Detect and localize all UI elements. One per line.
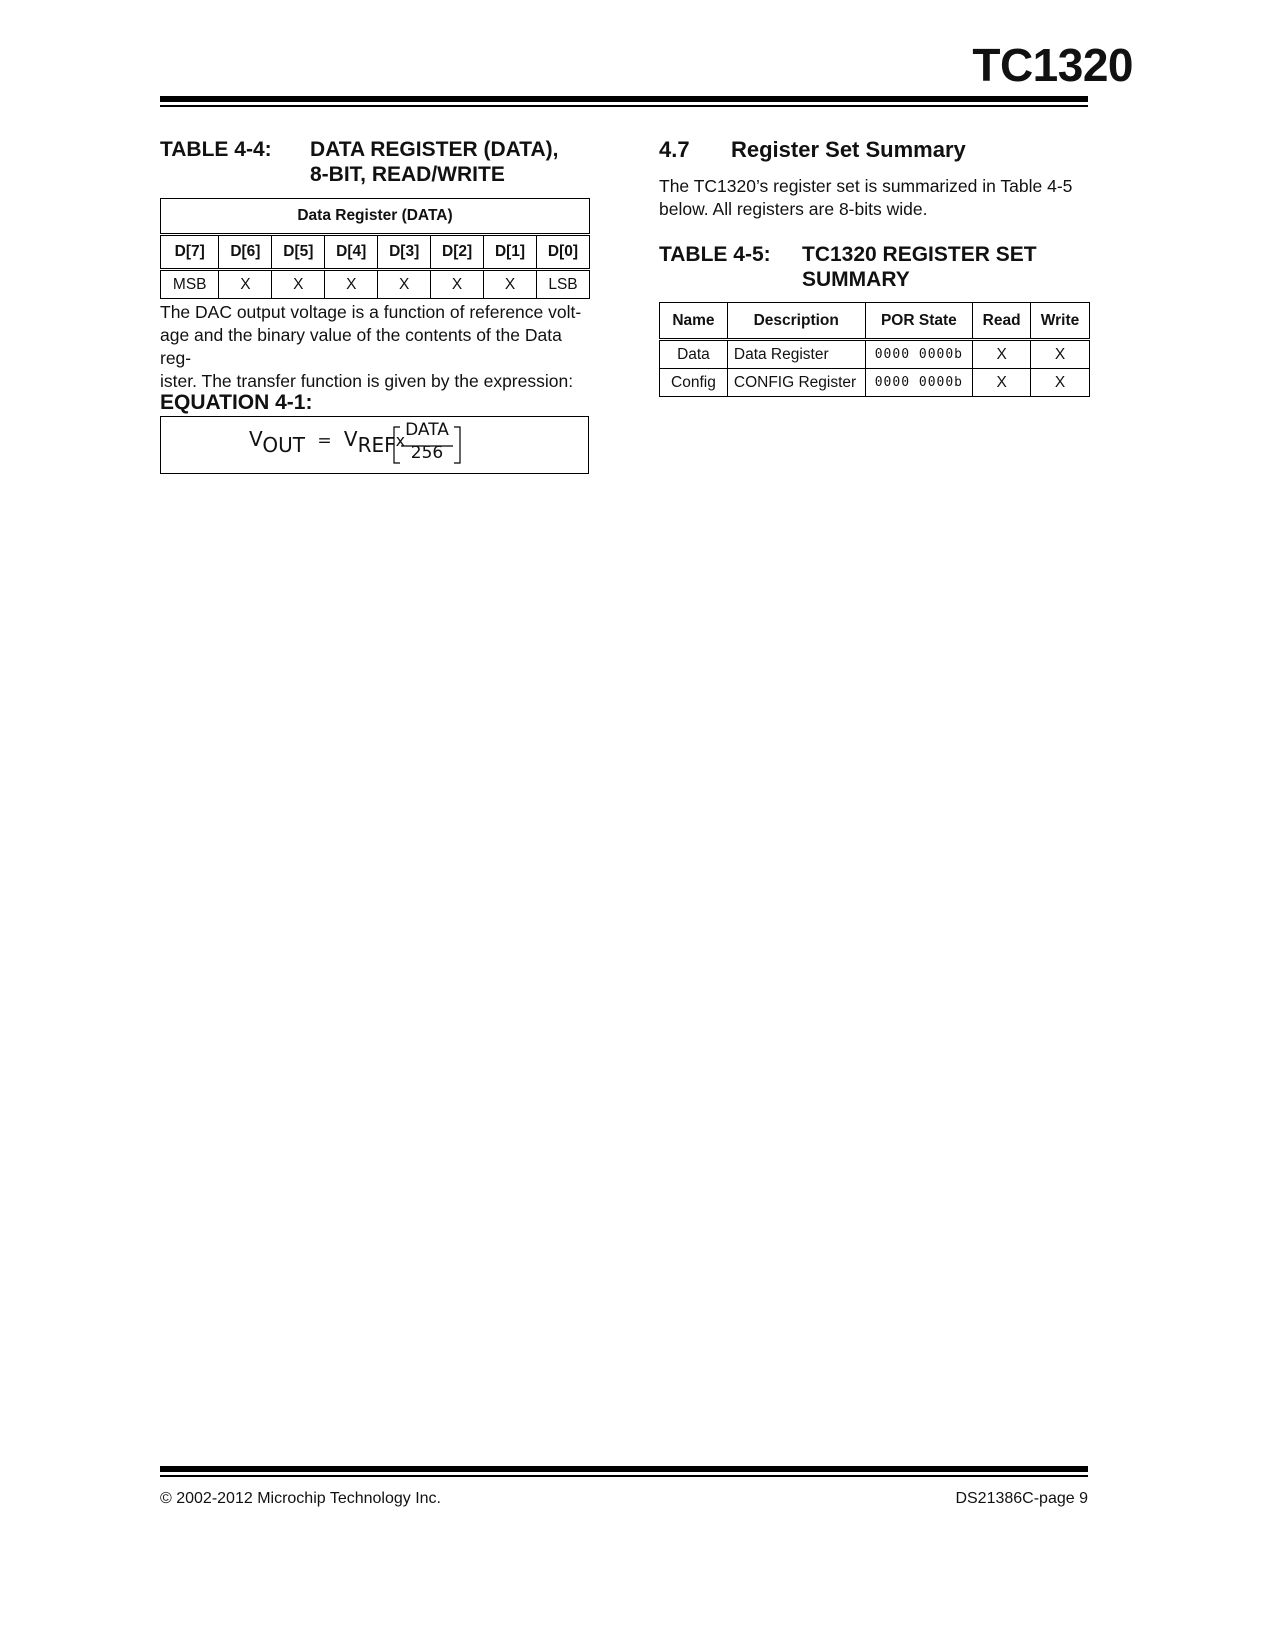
paragraph-line: age and the binary value of the contents of the Data reg- <box>160 325 562 368</box>
equals-sign: = <box>317 431 332 451</box>
paragraph-line: ister. The transfer function is given by the expression: <box>160 371 574 391</box>
table-4-4-title <box>310 137 558 187</box>
table-4-5-number: TABLE 4-5: <box>659 243 771 266</box>
bit-header: D[0] <box>536 235 589 270</box>
section-heading <box>659 137 690 163</box>
fraction-denominator: 256 <box>410 443 444 463</box>
bit-value: X <box>325 270 378 299</box>
bit-value: X <box>378 270 431 299</box>
bit-header: D[1] <box>484 235 537 270</box>
table-4-4-caption <box>160 137 590 189</box>
section-number: 4.7 <box>659 137 690 162</box>
table-4-5-title <box>802 242 1037 292</box>
header-rule-thin <box>160 105 1088 107</box>
document-title: TC1320 <box>972 39 1133 91</box>
column-header: POR State <box>865 303 973 340</box>
transfer-function <box>249 427 406 457</box>
table-row <box>660 340 1090 369</box>
table-4-4-title-line2: 8-BIT, READ/WRITE <box>310 163 505 186</box>
bit-header: D[7] <box>161 235 219 270</box>
data-register-table <box>160 198 590 299</box>
register-name: Config <box>660 369 728 397</box>
bit-header: D[4] <box>325 235 378 270</box>
footer-rule-thick <box>160 1466 1088 1472</box>
bit-value: X <box>219 270 272 299</box>
bit-header: D[5] <box>272 235 325 270</box>
bit-header-row <box>161 235 590 270</box>
register-description: Data Register <box>727 340 865 369</box>
table-4-4-number: TABLE 4-4: <box>160 138 272 161</box>
table-4-4-title-line1: DATA REGISTER (DATA), <box>310 138 559 161</box>
bit-value: X <box>431 270 484 299</box>
table-header-row <box>660 303 1090 340</box>
table-4-5-title-line1: TC1320 REGISTER SET <box>802 243 1037 266</box>
times-sign: x <box>395 431 406 450</box>
read-flag: X <box>973 340 1031 369</box>
paragraph-line: below. All registers are 8-bits wide. <box>659 199 928 219</box>
header-rule-thick <box>160 96 1088 102</box>
equation-label: EQUATION 4-1: <box>160 391 313 414</box>
vref-symbol: V <box>343 427 358 451</box>
bit-value: LSB <box>536 270 589 299</box>
vout-symbol: V <box>249 427 263 451</box>
write-flag: X <box>1031 340 1090 369</box>
bit-value: X <box>484 270 537 299</box>
register-description: CONFIG Register <box>727 369 865 397</box>
vout-subscript: OUT <box>262 433 305 457</box>
section-title: Register Set Summary <box>731 137 966 162</box>
column-header: Read <box>973 303 1031 340</box>
copyright-notice: © 2002-2012 Microchip Technology Inc. <box>160 1490 441 1507</box>
por-state: 0000 0000b <box>865 340 973 369</box>
register-set-summary-table <box>659 302 1090 397</box>
bit-header: D[2] <box>431 235 484 270</box>
table-4-5-title-line2: SUMMARY <box>802 268 910 291</box>
fraction-numerator: DATA <box>405 420 449 440</box>
table-4-5-caption <box>659 242 1089 294</box>
write-flag: X <box>1031 369 1090 397</box>
paragraph-line: The DAC output voltage is a function of reference volt- <box>160 302 582 322</box>
bit-value: X <box>272 270 325 299</box>
equation-box <box>160 416 589 474</box>
vref-subscript: REF <box>357 433 396 457</box>
bit-value-row <box>161 270 590 299</box>
data-register-caption: Data Register (DATA) <box>161 199 590 235</box>
column-header: Description <box>727 303 865 340</box>
footer-rule-thin <box>160 1475 1088 1477</box>
register-summary-paragraph <box>659 175 1089 221</box>
read-flag: X <box>973 369 1031 397</box>
table-row <box>660 369 1090 397</box>
por-state: 0000 0000b <box>865 369 973 397</box>
column-header: Write <box>1031 303 1090 340</box>
register-name: Data <box>660 340 728 369</box>
dac-output-paragraph <box>160 301 592 393</box>
paragraph-line: The TC1320’s register set is summarized in Table 4-5 <box>659 176 1073 196</box>
column-header: Name <box>660 303 728 340</box>
bit-header: D[6] <box>219 235 272 270</box>
page-number: DS21386C-page 9 <box>955 1490 1088 1507</box>
bit-header: D[3] <box>378 235 431 270</box>
bit-value: MSB <box>161 270 219 299</box>
